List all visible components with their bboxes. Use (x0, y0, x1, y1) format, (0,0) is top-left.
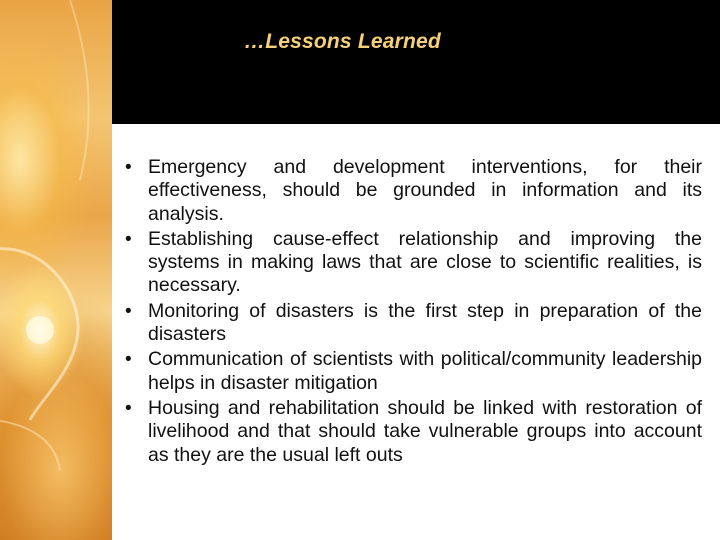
bullet-text: Communication of scientists with political/community leadership helps in disaster mitigation (148, 348, 702, 394)
list-item (118, 348, 702, 395)
list-item (118, 228, 702, 298)
slide-title: …Lessons Learned (244, 30, 441, 53)
bullet-text: Monitoring of disasters is the first step in preparation of the disasters (148, 299, 702, 346)
list-item (118, 156, 702, 226)
bullet-dot-icon: • (125, 349, 132, 371)
bullet-text: Housing and rehabilitation should be linked with restoration of livelihood and that should take vulnerable groups into account as they are the usual left outs (148, 396, 702, 466)
bullet-dot-icon: • (125, 157, 132, 178)
bullet-dot-icon: • (125, 300, 132, 322)
header-band (112, 0, 720, 124)
bullet-dot-icon: • (125, 397, 132, 419)
light-bulb-icon (0, 0, 112, 540)
bullet-text: Establishing cause-effect relationship and improving the systems in making laws that are close to scientific realities, is necessary. (148, 227, 702, 297)
list-item (118, 397, 702, 467)
bullet-list (118, 156, 702, 469)
list-item (118, 300, 702, 347)
bullet-text: Emergency and development interventions, for their effectiveness, should be grounded in information and its analysis. (148, 156, 702, 225)
bullet-dot-icon: • (125, 228, 132, 250)
